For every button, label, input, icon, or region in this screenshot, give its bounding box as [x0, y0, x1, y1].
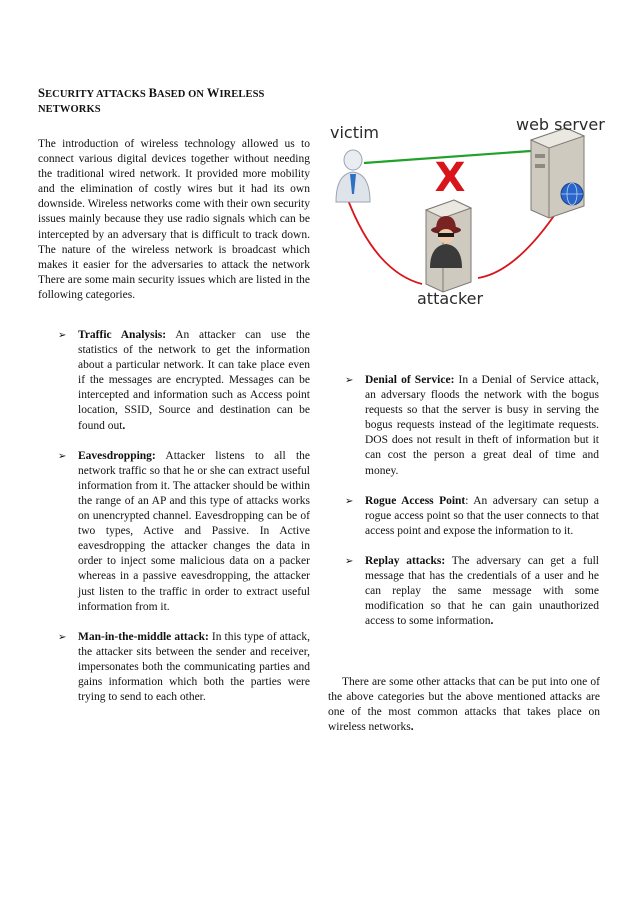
list-item: ➢ Denial of Service: In a Denial of Service attack, an adversary floods the network with the bogus requests so that the server is busy in serving the bogus requests instead of the legitimate requests. DOS does not result in theft of information but it can cost the person a great deal of time and money. — [345, 374, 599, 477]
heading-text-1: ECURITY ATTACKS — [45, 89, 149, 100]
arrow-bullet-icon: ➢ — [345, 495, 354, 507]
list-item: ➢ Man-in-the-middle attack: In this type of attack, the attacker sits between the sender and receiver, impersonates both the communicating parties and gains information which both the parties were trying to send to each other. — [58, 630, 311, 704]
arrow-bullet-icon: ➢ — [345, 375, 354, 386]
victim-person-icon — [336, 150, 370, 202]
arrow-bullet-icon: ➢ — [58, 631, 67, 643]
arrow-bullet-icon: ➢ — [345, 555, 354, 567]
left-bullet-list — [58, 328, 310, 720]
heading-text-3: IRELESS — [219, 89, 265, 100]
right-bullet-list — [345, 373, 599, 644]
web-server-label: web server — [516, 115, 605, 134]
attack-diagram — [326, 112, 612, 308]
attack-diagram-svg — [326, 112, 612, 308]
arrow-bullet-icon: ➢ — [58, 330, 67, 341]
attack-link-server — [478, 210, 558, 278]
attacker-label: attacker — [417, 289, 484, 308]
heading-line-2: NETWORKS — [38, 104, 101, 115]
list-item: ➢ Replay attacks: The adversary can get a full message that has the credentials of a user and he can replay the same message with some modification so that he can gain unauthorized access to some information. — [345, 554, 600, 628]
heading-cap-2: B — [148, 86, 158, 100]
blocked-x-mark: X — [434, 155, 466, 201]
heading-text-2: ASED ON — [157, 89, 207, 100]
attack-link-victim — [348, 200, 422, 284]
heading-cap-3: W — [206, 86, 220, 100]
list-item: ➢ Rogue Access Point: An adversary can setup a rogue access point so that the user connects to that access point and expose the information to it. — [345, 494, 599, 537]
section-heading — [38, 86, 298, 117]
closing-paragraph: There are some other attacks that can be put into one of the above categories but the above mentioned attacks are one of the most common attacks that takes place on wireless networks. — [328, 676, 600, 734]
list-item: ➢ Eavesdropping: Attacker listens to all the network traffic so that he or she can extract useful information from it. The attacker should be within the range of an AP and this type of attacks works on unencrypted channel. Eavesdropping can be of two types, Active and Passive. In Active eavesdropping the attacker changes the data in order to inject some malicious data on a packer whereas in a passive eavesdropping, the attacker just listen to the traffic in order to extract useful information from it. — [58, 449, 310, 613]
victim-label: victim — [330, 123, 380, 142]
list-item: ➢ Traffic Analysis: An attacker can use the statistics of the network to get the information about a particular network. It can take place even if the messages are encrypted. Messages can be intercepted and information such as Access point location, SSID, Source and destination can be found out. — [58, 329, 310, 432]
heading-cap-1: S — [38, 86, 46, 100]
intro-paragraph: The introduction of wireless technology allowed us to connect various digital devices together without needing the traditional wired network. It provided more mobility and the elimination of costly wires but it had its own downside. Wireless networks come with their own security issues mainly because they use radio signals which can be intercepted by an adversary that is difficult to track down. The nature of the wireless network is broadcast which makes it easier for the adversaries to attack the network There are some main security issues which are listed in the following categories. — [38, 138, 310, 301]
web-server-icon — [531, 128, 584, 218]
arrow-bullet-icon: ➢ — [58, 450, 67, 462]
